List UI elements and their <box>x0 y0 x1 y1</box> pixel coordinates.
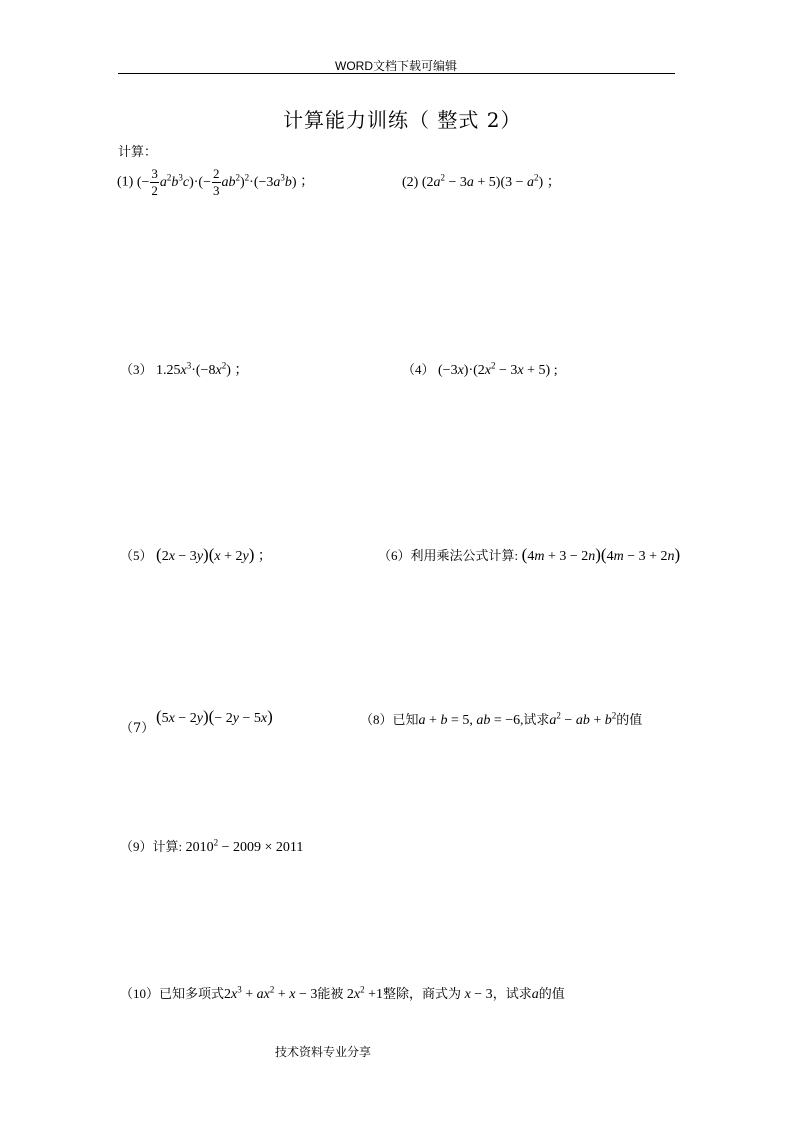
problem-4-suffix: ; <box>553 363 558 378</box>
problem-3-expression: $1.25x^3\cdot(-8x^2)$ <box>156 360 231 378</box>
problem-2 <box>402 171 561 191</box>
page-title: 计算能力训练（ 整式 2） <box>283 108 522 132</box>
problem-4-expression: $(-3x)\cdot(2x^2 - 3x + 5)$ <box>438 360 551 378</box>
problem-3-suffix: ； <box>234 363 249 378</box>
problem-10 <box>120 983 565 1003</box>
problem-3 <box>120 359 248 379</box>
problem-5-label: （5） <box>120 548 153 563</box>
problem-4 <box>402 359 558 379</box>
problem-10-text-b: 能被 <box>317 986 344 1001</box>
problem-10-quotient: x − 3 <box>464 987 493 1002</box>
problem-5-suffix: ； <box>257 549 272 564</box>
problem-2-suffix: ； <box>546 175 561 190</box>
problem-10-label: （10） <box>120 986 160 1001</box>
problem-1-suffix: ； <box>300 174 315 190</box>
problem-8-text-b: ,试求 <box>520 712 550 727</box>
problem-3-label: （3） <box>120 362 153 377</box>
problem-1 <box>117 166 314 199</box>
problem-7-label: （7） <box>120 721 155 736</box>
problem-10-text-e: 的值 <box>538 986 565 1001</box>
problem-10-text-d: ，试求 <box>492 986 532 1001</box>
problem-8-text-c: 的值 <box>616 712 643 727</box>
problem-2-expression: $(2a^2 - 3a + 5)(3 - a^2)$ <box>421 172 544 190</box>
page-header: WORD文档下载可编辑 <box>335 59 457 73</box>
problem-9-label: （9） <box>120 839 153 854</box>
problem-4-label: （4） <box>402 362 435 377</box>
problem-6-text: 利用乘法公式计算: <box>410 548 519 563</box>
problem-8-text-a: 已知 <box>392 712 419 727</box>
problem-1-label: (1) <box>117 174 134 190</box>
problem-10-text-c: 整除，商式为 <box>383 986 462 1001</box>
problem-6-label: （6） <box>378 548 411 563</box>
problem-8 <box>360 709 642 729</box>
problem-9-text: 计算: <box>152 839 183 854</box>
problem-9 <box>120 836 303 856</box>
header-rule <box>118 73 675 74</box>
problem-10-divisor: $2x^2 +1$ <box>346 984 384 1002</box>
problem-8-condition: a + b = 5, ab = −6 <box>418 713 521 728</box>
problem-5-expression: (2x − 3y)(x + 2y) <box>156 545 255 564</box>
problem-7-expression: (5x − 2y)(− 2y − 5x) <box>156 707 273 726</box>
problem-8-expression: $a^2$ − ab + $b^2$ <box>549 710 617 728</box>
intro-label: 计算： <box>118 145 158 160</box>
problem-6-expression: (4m + 3 − 2n)(4m − 3 + 2n) <box>521 545 681 564</box>
problem-6 <box>378 545 680 565</box>
problem-10-polynomial: $2x^3 + ax^2 + x - 3$ <box>224 984 318 1002</box>
problem-8-label: （8） <box>360 712 393 727</box>
problem-2-label: (2) <box>402 175 419 190</box>
problem-9-expression: $2010^2 - 2009 \times 2011$ <box>185 837 304 855</box>
problem-10-text-a: 已知多项式 <box>159 986 225 1001</box>
page-footer: 技术资料专业分享 <box>275 1045 372 1059</box>
problem-1-expression: (− $\frac{3}{2}$ $a^2b^3c)\cdot(-$ $\frac{2}{3}$ $ab^2)^2\cdot(-3a^3b)$ <box>136 166 297 198</box>
problem-10-variable: a <box>531 987 539 1002</box>
problem-5 <box>120 545 272 565</box>
